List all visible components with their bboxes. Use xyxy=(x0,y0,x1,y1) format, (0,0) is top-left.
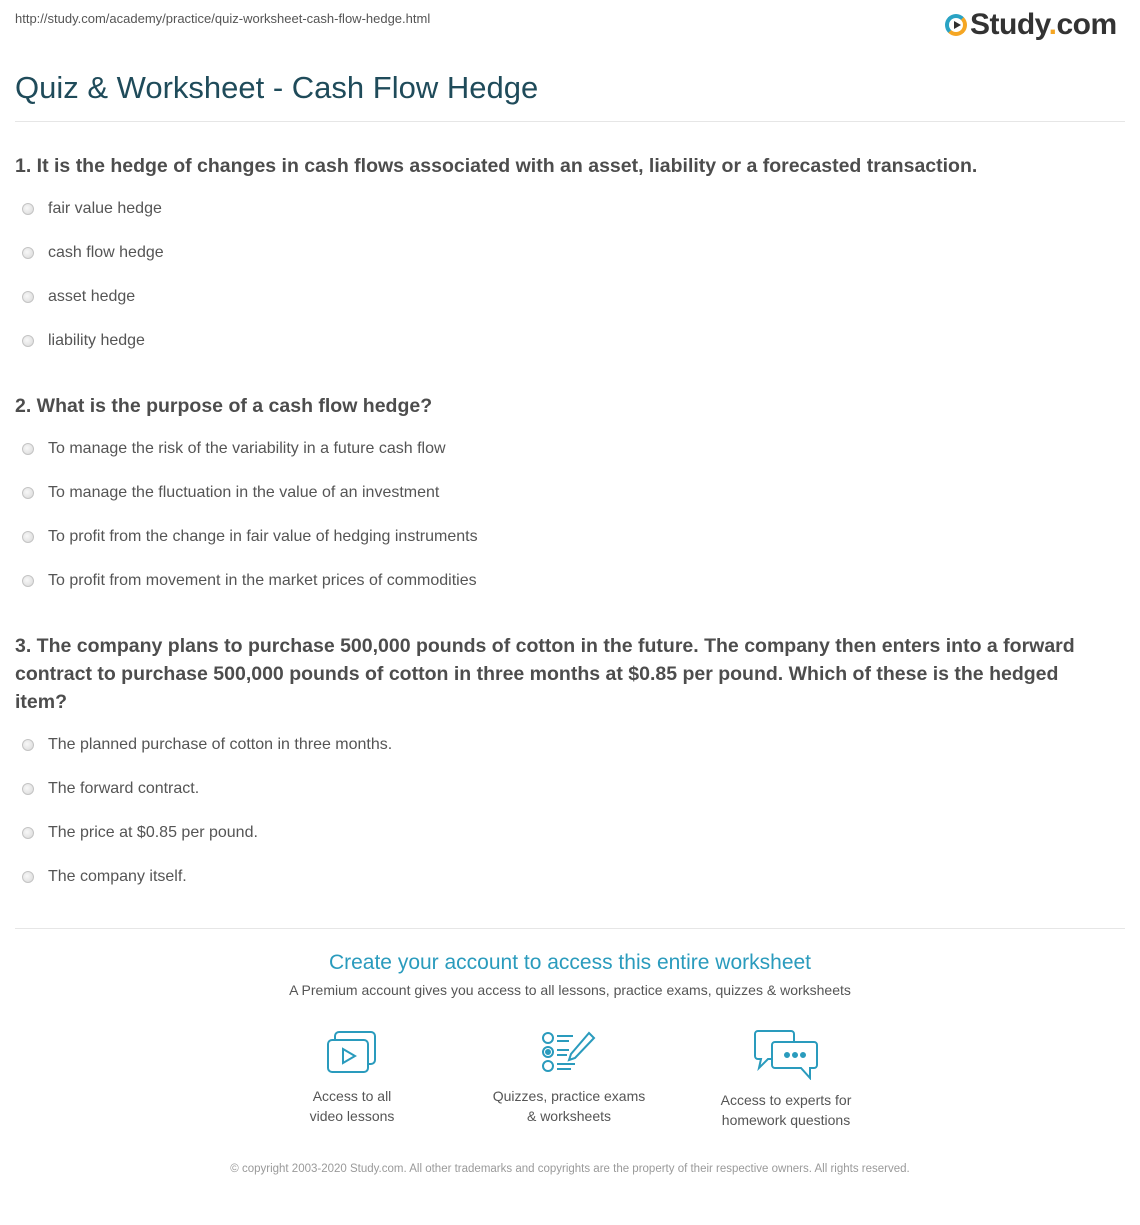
video-lessons-icon xyxy=(326,1030,378,1076)
answer-option[interactable]: To profit from movement in the market prices of commodities xyxy=(22,572,477,590)
radio-button[interactable] xyxy=(22,443,34,455)
answer-option[interactable]: The company itself. xyxy=(22,868,187,886)
feature-video-lessons: Access to all video lessons xyxy=(252,1030,452,1126)
answer-option[interactable]: liability hedge xyxy=(22,332,145,350)
feature-quizzes: Quizzes, practice exams & worksheets xyxy=(469,1030,669,1126)
radio-button[interactable] xyxy=(22,203,34,215)
radio-button[interactable] xyxy=(22,783,34,795)
page-url: http://study.com/academy/practice/quiz-worksheet-cash-flow-hedge.html xyxy=(15,11,431,26)
radio-button[interactable] xyxy=(22,827,34,839)
question-3: 3. The company plans to purchase 500,000 pounds of cotton in the future. The company then enters into a forward contract to purchase 500,000 pounds of cotton in three months at $0.85 per pound. Which of these is the hedged item? xyxy=(15,635,1075,713)
question-1: 1. It is the hedge of changes in cash flows associated with an asset, liability or a forecasted transaction. xyxy=(15,155,978,177)
quiz-checklist-icon xyxy=(541,1030,597,1076)
radio-button[interactable] xyxy=(22,871,34,883)
radio-button[interactable] xyxy=(22,575,34,587)
answer-option[interactable]: cash flow hedge xyxy=(22,244,164,262)
radio-button[interactable] xyxy=(22,291,34,303)
radio-button[interactable] xyxy=(22,739,34,751)
create-account-link[interactable]: Create your account to access this entire worksheet xyxy=(328,951,812,974)
answer-option[interactable]: The price at $0.85 per pound. xyxy=(22,824,258,842)
answer-option[interactable]: The forward contract. xyxy=(22,780,199,798)
study-logo[interactable] xyxy=(945,8,1117,42)
radio-button[interactable] xyxy=(22,247,34,259)
divider xyxy=(15,928,1125,929)
radio-button[interactable] xyxy=(22,335,34,347)
cta-subheading: A Premium account gives you access to all lessons, practice exams, quizzes & worksheets xyxy=(289,982,851,998)
feature-experts: Access to experts for homework questions xyxy=(686,1030,886,1130)
divider xyxy=(15,121,1125,122)
question-2: 2. What is the purpose of a cash flow hedge? xyxy=(15,395,433,417)
answer-option[interactable]: To profit from the change in fair value of hedging instruments xyxy=(22,528,478,546)
answer-option[interactable]: fair value hedge xyxy=(22,200,162,218)
chat-bubbles-icon xyxy=(754,1030,818,1080)
copyright-notice: © copyright 2003-2020 Study.com. All other trademarks and copyrights are the property of their respective owners. All rights reserved. xyxy=(230,1163,910,1175)
page-title: Quiz & Worksheet - Cash Flow Hedge xyxy=(15,70,539,105)
play-logo-icon xyxy=(945,14,967,36)
answer-option[interactable]: To manage the risk of the variability in a future cash flow xyxy=(22,440,446,458)
radio-button[interactable] xyxy=(22,531,34,543)
radio-button[interactable] xyxy=(22,487,34,499)
answer-option[interactable]: asset hedge xyxy=(22,288,135,306)
logo-text: Study.com xyxy=(970,8,1117,41)
answer-option[interactable]: To manage the fluctuation in the value of an investment xyxy=(22,484,439,502)
answer-option[interactable]: The planned purchase of cotton in three months. xyxy=(22,736,392,754)
